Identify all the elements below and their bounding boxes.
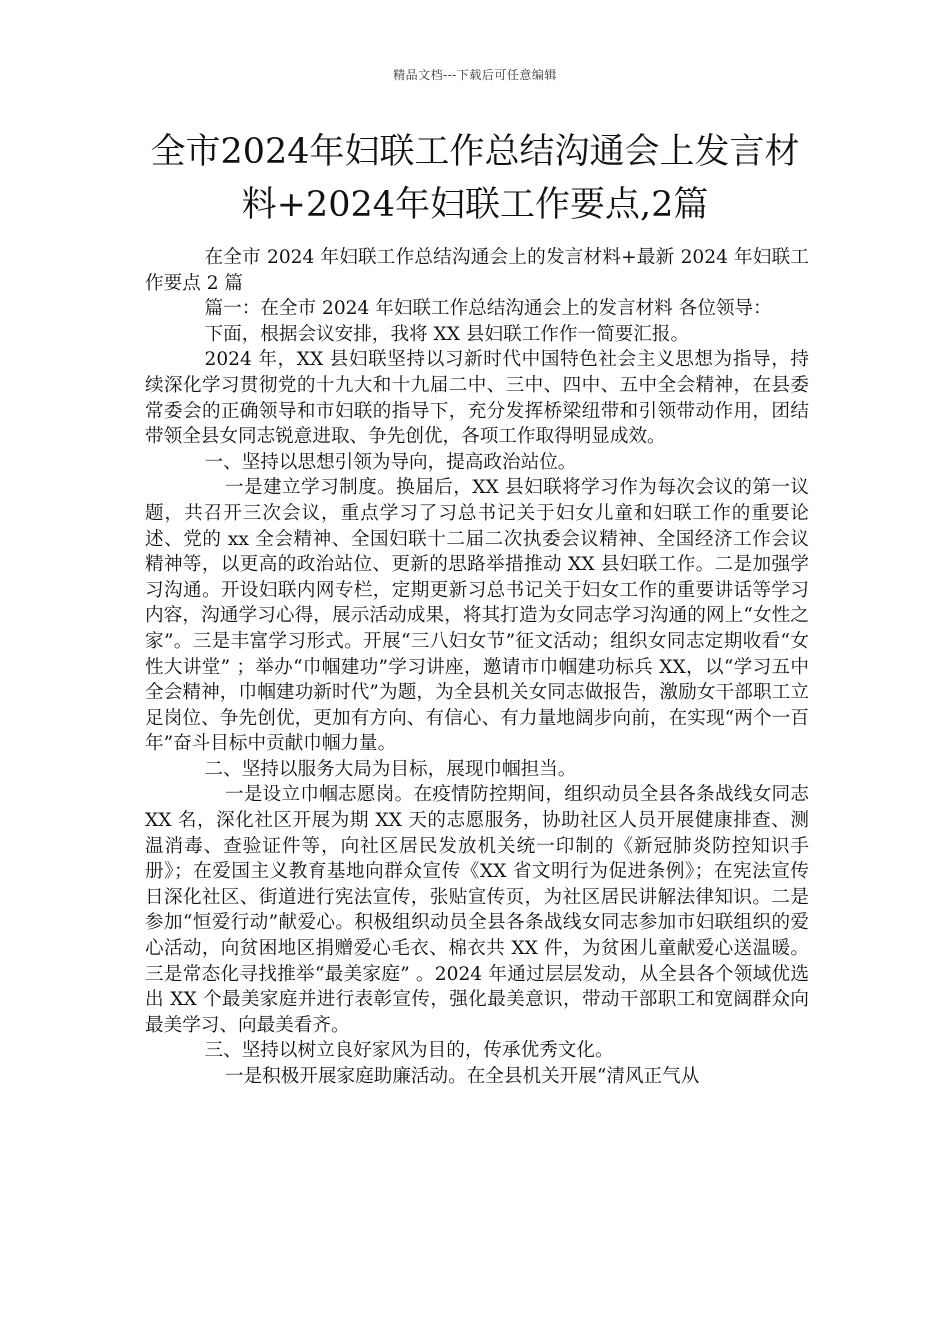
section-heading: 二、坚持以服务大局为目标，展现巾帼担当。 [204, 758, 577, 780]
body-paragraph: 一是设立巾帼志愿岗。在疫情防控期间，组织动员全县各条战线女同志 XX 名，深化社区开展为期 XX 天的志愿服务，协助社区人员开展健康排查、测温消毒、查验证件等，向社区居民发放机关统一印制的《新冠肺炎防控知识手册》；在爱国主义教育基地向群众宣传《XX 省文明行为促进条例》；在宪法宣传日深化社区、街道进行宪法宣传，张贴宣传页，为社区居民讲解法律知识。二是参加“恒爱行动”献爱心。积极组织动员全县各条战线女同志参加市妇联组织的爱心活动，向贫困地区捐赠爱心毛衣、棉衣共 XX 件，为贫困儿童献爱心送温暖。三是常态化寻找推举“最美家庭” 。2024 年通过层层发动，从全县各个领域优选出 XX 个最美家庭并进行表彰宣传，强化最美意识，带动干部职工和宽阔群众向最美学习、向最美看齐。 [145, 784, 809, 1036]
header-note: 精品文档---下载后可任意编辑 [393, 68, 557, 82]
body-paragraph: 下面，根据会议安排，我将 XX 县妇联工作作一简要汇报。 [204, 323, 690, 345]
body-paragraph: 2024 年，XX 县妇联坚持以习新时代中国特色社会主义思想为指导，持续深化学习贯彻党的十九大和十九届二中、三中、四中、五中全会精神，在县委常委会的正确领导和市妇联的指导下，充分发挥桥梁纽带和引领带动作用，团结带领全县女同志锐意进取、争先创优，各项工作取得明显成效。 [145, 349, 809, 448]
intro-paragraph: 在全市 2024 年妇联工作总结沟通会上的发言材料+最新 2024 年妇联工作要点 2 篇 [145, 247, 809, 294]
section-heading: 一、坚持以思想引领为导向，提高政治站位。 [204, 451, 577, 473]
document-title [110, 126, 840, 232]
title-line-2: 料+2024年妇联工作要点,2篇 [241, 185, 709, 225]
part-one-heading: 篇一：在全市 2024 年妇联工作总结沟通会上的发言材料 各位领导： [204, 298, 772, 320]
body-paragraph: 一是建立学习制度。换届后，XX 县妇联将学习作为每次会议的第一议题，共召开三次会议，重点学习了习总书记关于妇女儿童和妇联工作的重要论述、党的 xx 全会精神、全国妇联十二届二次执委会议精神、全国经济工作会议精神等，以更高的政治站位、更新的思路举措推动 XX 县妇联工作。二是加强学习沟通。开设妇联内网专栏，定期更新习总书记关于妇女工作的重要讲话等学习内容，沟通学习心得，展示活动成果，将其打造为女同志学习沟通的网上“女性之家”。三是丰富学习形式。开展“三八妇女节”征文活动；组织女同志定期收看“女性大讲堂” ；举办“巾帼建功”学习讲座，邀请市巾帼建功标兵 XX，以“学习五中全会精神，巾帼建功新时代”为题，为全县机关女同志做报告，激励女干部职工立足岗位、争先创优，更加有方向、有信心、有力量地阔步向前，在实现“两个一百年”奋斗目标中贡献巾帼力量。 [145, 477, 809, 755]
body-paragraph: 一是积极开展家庭助廉活动。在全县机关开展“清风正气从 [224, 1066, 700, 1087]
title-line-1: 全市2024年妇联工作总结沟通会上发言材 [150, 132, 800, 172]
document-body [145, 245, 809, 1090]
section-heading: 三、坚持以树立良好家风为目的，传承优秀文化。 [204, 1040, 614, 1062]
